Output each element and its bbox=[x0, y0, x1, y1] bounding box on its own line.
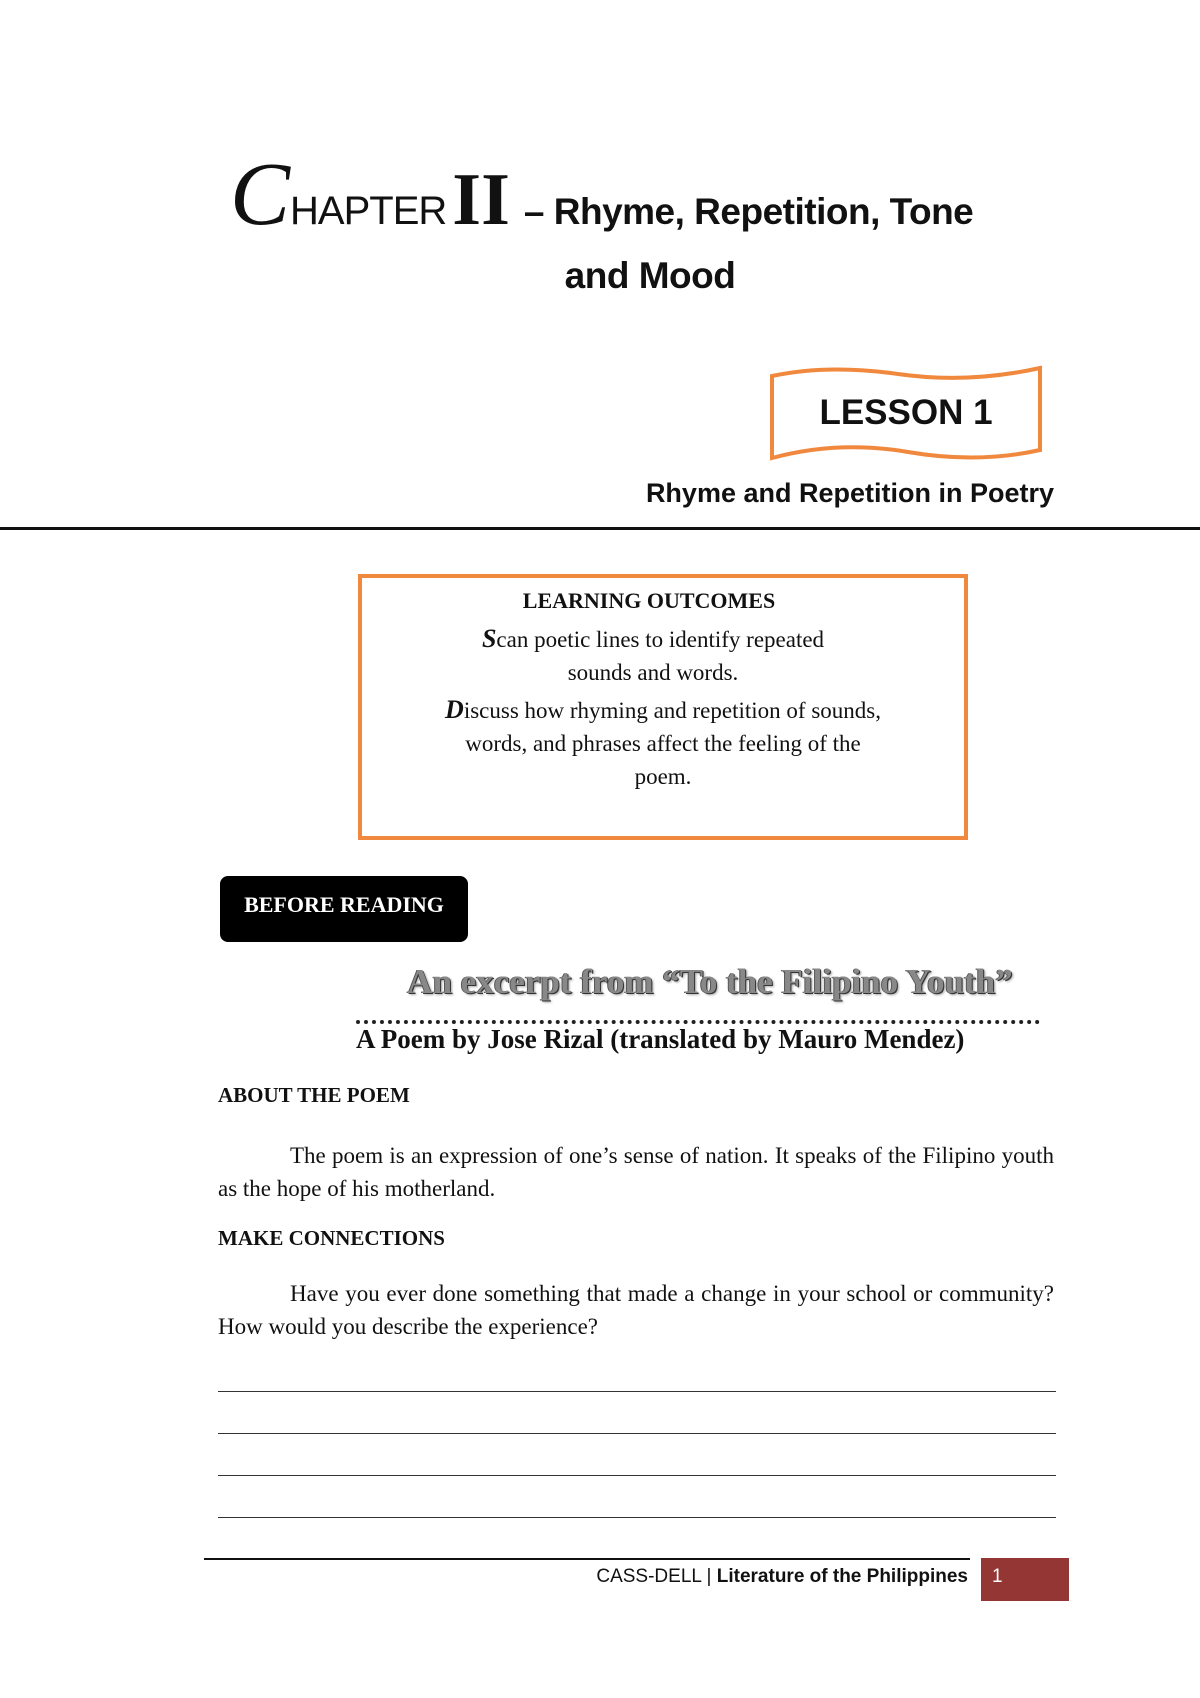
outcome-lead-letter: S bbox=[481, 624, 497, 653]
chapter-initial: C bbox=[230, 145, 291, 244]
outcome-text: iscuss how rhyming and repetition of sounds, words, and phrases affect the feeling of the poem. bbox=[463, 698, 881, 789]
learning-outcome-item bbox=[358, 693, 968, 793]
footer-text bbox=[596, 1566, 968, 1588]
chapter-heading bbox=[230, 145, 990, 244]
chapter-title-line2: and Mood bbox=[564, 255, 736, 296]
lesson-subtitle: Rhyme and Repetition in Poetry bbox=[645, 478, 1054, 508]
outcome-text: can poetic lines to identify repeated sounds and words. bbox=[496, 627, 825, 685]
learning-outcomes-heading: LEARNING OUTCOMES bbox=[522, 588, 776, 613]
footer-course: Literature of the Philippines bbox=[716, 1566, 968, 1587]
answer-line[interactable] bbox=[218, 1475, 1056, 1476]
section-divider bbox=[0, 527, 1200, 530]
page-number: 1 bbox=[992, 1566, 1003, 1587]
footer-org: CASS-DELL | bbox=[596, 1566, 717, 1587]
outcome-lead-letter: D bbox=[445, 695, 464, 724]
connections-heading: MAKE CONNECTIONS bbox=[218, 1226, 445, 1250]
poem-title: An excerpt from “To the Filipino Youth” bbox=[407, 962, 1013, 1001]
answer-line[interactable] bbox=[218, 1391, 1056, 1392]
chapter-title-line1: – Rhyme, Repetition, Tone bbox=[523, 191, 974, 232]
footer-divider bbox=[204, 1558, 970, 1560]
chapter-word: HAPTER bbox=[290, 189, 447, 233]
answer-line[interactable] bbox=[218, 1433, 1056, 1434]
about-paragraph: The poem is an expression of one’s sense of nation. It speaks of the Filipino youth as the hope of his motherland. bbox=[218, 1143, 1054, 1201]
before-reading-label: BEFORE READING bbox=[220, 876, 468, 942]
chapter-number: II bbox=[452, 159, 510, 241]
lesson-label: LESSON 1 bbox=[819, 393, 993, 432]
connections-paragraph: Have you ever done something that made a change in your school or community? How would you describe the experience? bbox=[218, 1281, 1054, 1339]
about-heading: ABOUT THE POEM bbox=[218, 1083, 410, 1107]
learning-outcome-item bbox=[358, 622, 968, 689]
poem-author: A Poem by Jose Rizal (translated by Mauro Mendez) bbox=[356, 1024, 965, 1054]
answer-line[interactable] bbox=[218, 1517, 1056, 1518]
